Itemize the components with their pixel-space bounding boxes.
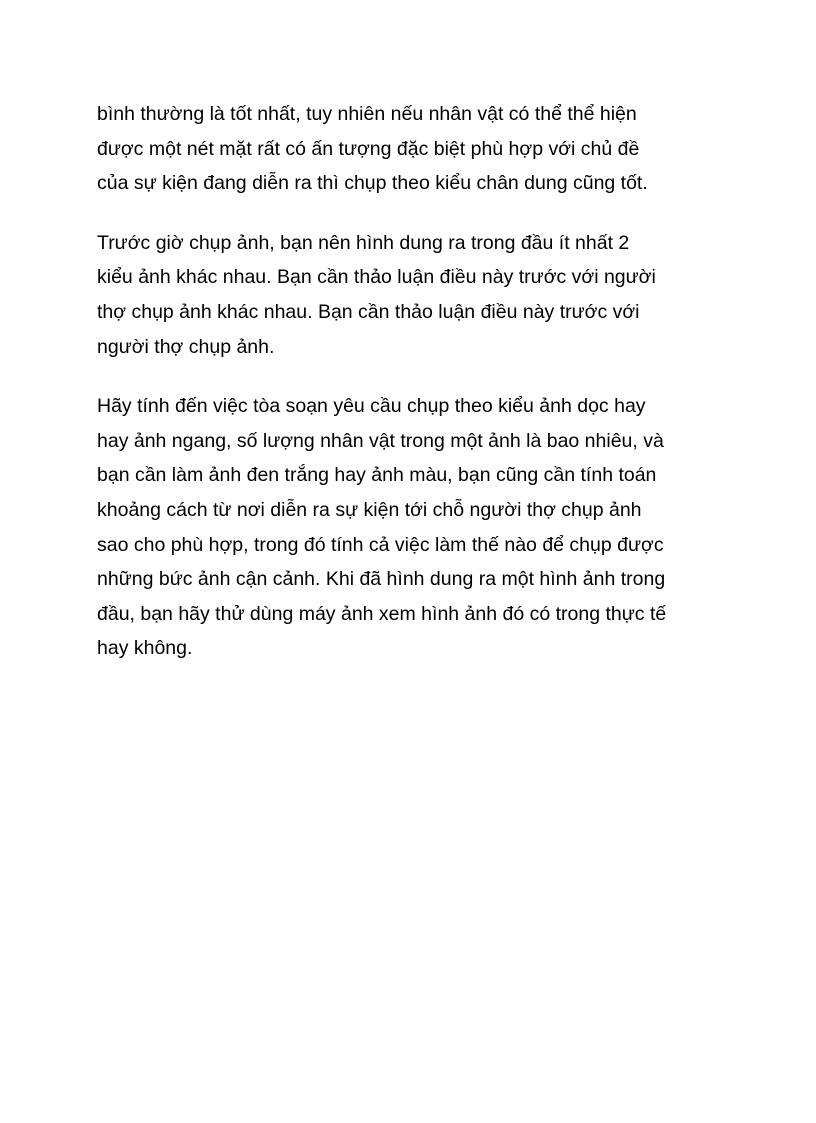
text-line: người thợ chụp ảnh. bbox=[97, 335, 275, 358]
text-line: sao cho phù hợp, trong đó tính cả việc làm thế nào để chụp được bbox=[97, 533, 664, 556]
text-line: Hãy tính đến việc tòa soạn yêu cầu chụp theo kiểu ảnh dọc hay bbox=[97, 395, 646, 418]
document-body bbox=[97, 97, 737, 691]
text-line: khoảng cách từ nơi diễn ra sự kiện tới chỗ người thợ chụp ảnh bbox=[97, 498, 642, 521]
paragraph-3 bbox=[97, 389, 737, 666]
text-line: của sự kiện đang diễn ra thì chụp theo kiểu chân dung cũng tốt. bbox=[97, 172, 648, 195]
text-line: bình thường là tốt nhất, tuy nhiên nếu nhân vật có thể thể hiện bbox=[97, 103, 637, 125]
text-line: hay không. bbox=[97, 637, 193, 660]
text-line: những bức ảnh cận cảnh. Khi đã hình dung ra một hình ảnh trong bbox=[97, 568, 666, 591]
text-line: thợ chụp ảnh khác nhau. Bạn cần thảo luận điều này trước với bbox=[97, 300, 640, 323]
text-line: Trước giờ chụp ảnh, bạn nên hình dung ra trong đầu ít nhất 2 bbox=[97, 231, 630, 254]
text-line: kiểu ảnh khác nhau. Bạn cần thảo luận điều này trước với người bbox=[97, 266, 656, 289]
paragraph-2 bbox=[97, 226, 737, 364]
paragraph-1 bbox=[97, 97, 737, 201]
text-line: đầu, bạn hãy thử dùng máy ảnh xem hình ảnh đó có trong thực tế bbox=[97, 602, 667, 625]
text-line: hay ảnh ngang, số lượng nhân vật trong một ảnh là bao nhiêu, và bbox=[97, 429, 664, 452]
text-line: bạn cần làm ảnh đen trắng hay ảnh màu, bạn cũng cần tính toán bbox=[97, 464, 657, 487]
text-line: được một nét mặt rất có ấn tượng đặc biệt phù hợp với chủ đề bbox=[97, 137, 640, 160]
